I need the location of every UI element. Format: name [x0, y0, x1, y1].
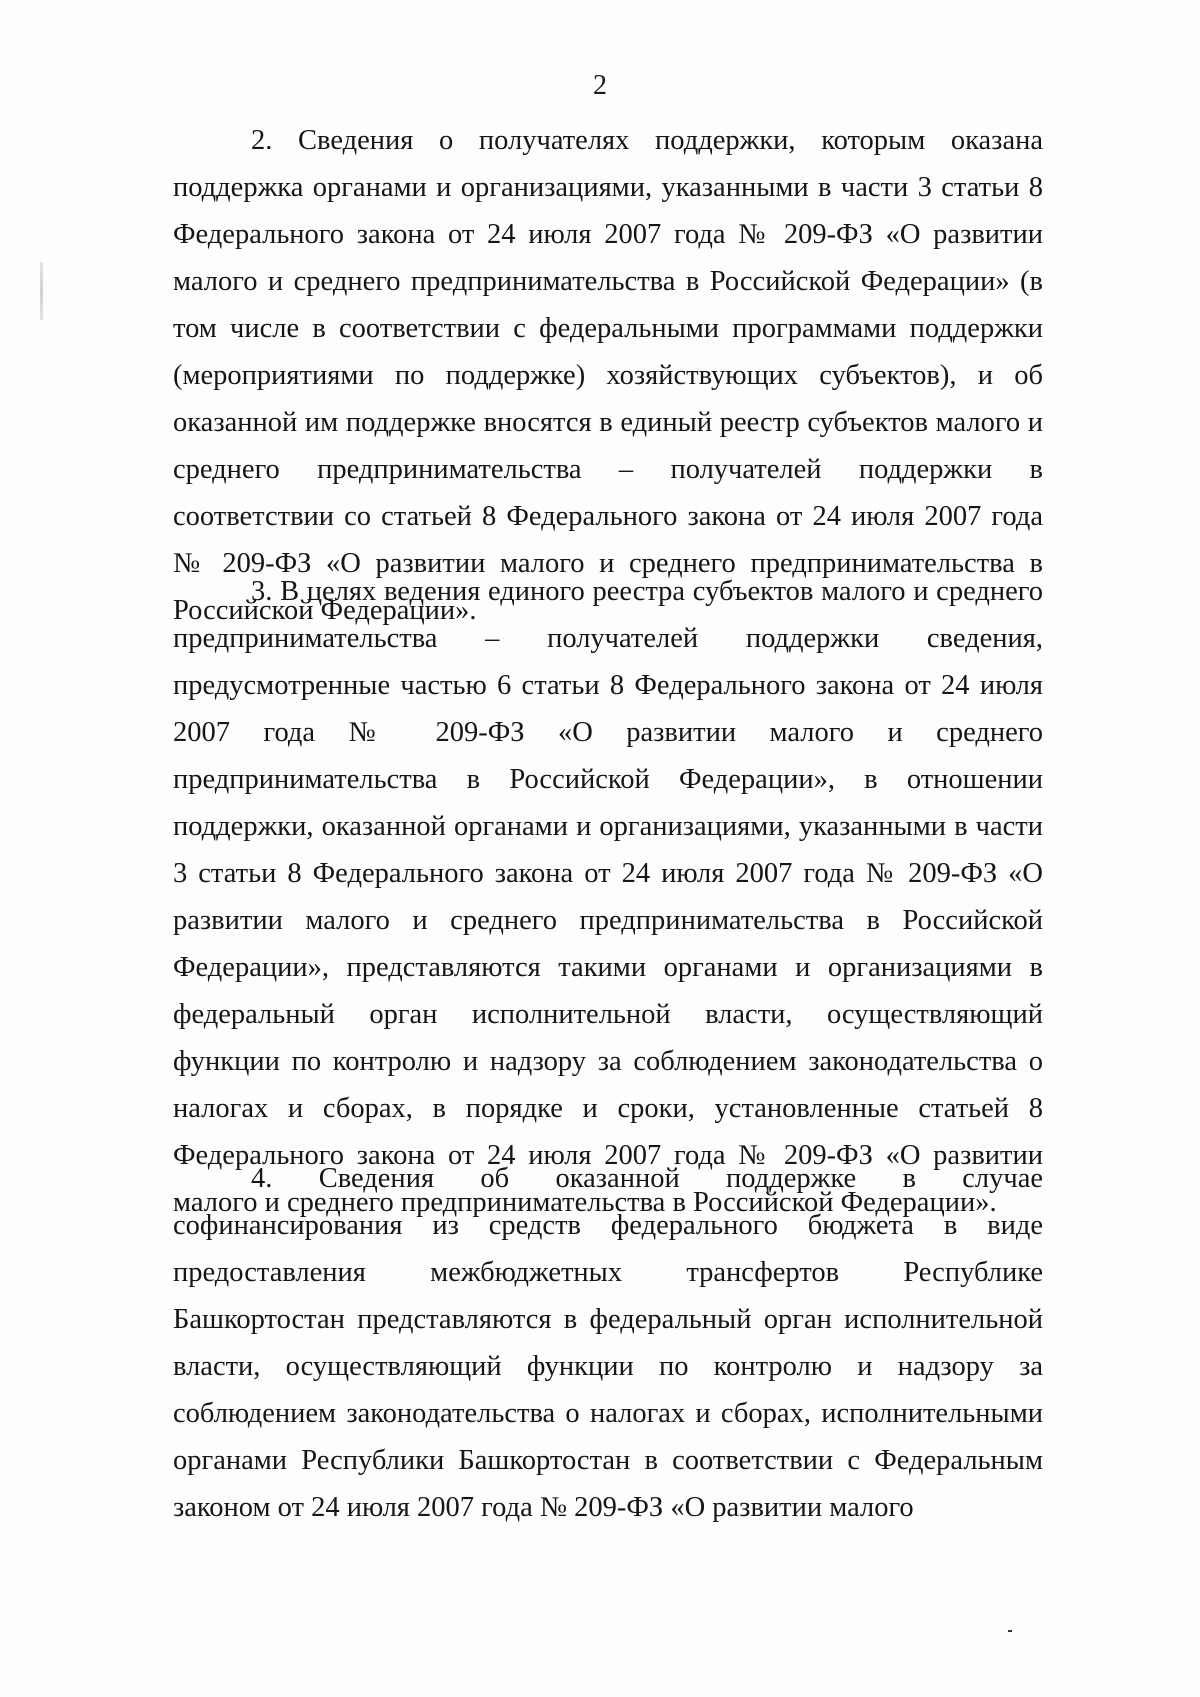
page-number: 2	[593, 70, 607, 101]
paragraph-4: 4. Сведения об оказанной поддержке в случае софинансирования из средств федерального бюджета в виде предоставления межбюджетных трансфертов Республике Башкортостан представляются в федеральный орган исполнительной власти, осуществляющий функции по контролю и надзору за соблюдением законодательства о налогах и сборах, исполнительными органами Республики Башкортостан в соответствии с Федеральным законом от 24 июля 2007 года № 209-ФЗ «О развитии малого	[173, 1163, 1043, 1523]
paragraph-3: 3. В целях ведения единого реестра субъектов малого и среднего предпринимательства – получателей поддержки сведения, предусмотренные частью 6 статьи 8 Федерального закона от 24 июля 2007 года № 209-ФЗ «О развитии малого и среднего предпринимательства в Российской Федерации», в отношении поддержки, оказанной органами и организациями, указанными в части 3 статьи 8 Федерального закона от 24 июля 2007 года № 209-ФЗ «О развитии малого и среднего предпринимательства в Российской Федерации», представляются такими органами и организациями в федеральный орган исполнительной власти, осуществляющий функции по контролю и надзору за соблюдением законодательства о налогах и сборах, в порядке и сроки, установленные статьей 8 Федерального закона от 24 июля 2007 года № 209-ФЗ «О развитии малого и среднего предпринимательства в Российской Федерации».	[173, 576, 1043, 1218]
scan-speck	[1008, 1630, 1012, 1632]
paragraph-2: 2. Сведения о получателях поддержки, которым оказана поддержка органами и организациями, указанными в части 3 статьи 8 Федерального закона от 24 июля 2007 года № 209-ФЗ «О развитии малого и среднего предпринимательства в Российской Федерации» (в том числе в соответствии с федеральными программами поддержки (мероприятиями по поддержке) хозяйствующих субъектов), и об оказанной им поддержке вносятся в единый реестр субъектов малого и среднего предпринимательства – получателей поддержки в соответствии со статьей 8 Федерального закона от 24 июля 2007 года № 209-ФЗ «О развитии малого и среднего предпринимательства в Российской Федерации».	[173, 125, 1043, 626]
scan-margin-mark	[40, 262, 43, 320]
